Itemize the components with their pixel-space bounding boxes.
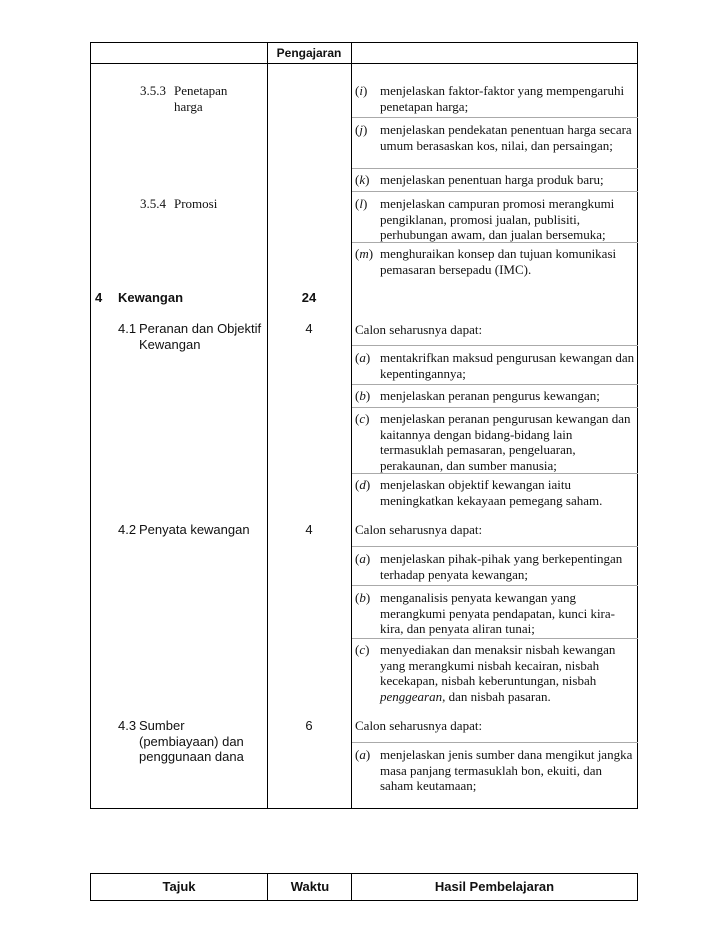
- row-divider: [352, 407, 638, 408]
- row-divider: [352, 117, 638, 118]
- row-divider: [352, 168, 638, 169]
- footer-hasil-pembelajaran: Hasil Pembelajaran: [434, 879, 555, 894]
- topic-number: 3.5.3: [140, 83, 166, 98]
- row-divider: [352, 638, 638, 639]
- topic-number: 4.3: [118, 718, 137, 733]
- row-divider: [352, 742, 638, 743]
- row-divider: [352, 242, 638, 243]
- footer-tajuk: Tajuk: [162, 879, 196, 894]
- row-divider: [352, 191, 638, 192]
- emphasis-term: penggearan: [380, 688, 443, 704]
- row-divider: [352, 384, 638, 385]
- row-divider: [352, 345, 638, 346]
- section-hours: 24: [301, 290, 317, 305]
- footer-waktu: Waktu: [290, 879, 330, 894]
- outcome-intro: Calon seharusnya dapat:: [355, 322, 483, 337]
- topic-hours: 6: [305, 718, 313, 733]
- topic-title: Sumber (pembiayaan) dan penggunaan dana: [139, 718, 244, 764]
- topic-hours: 4: [305, 522, 313, 537]
- outcome-intro: Calon seharusnya dapat:: [355, 522, 483, 537]
- row-divider: [352, 473, 638, 474]
- section-number: 4: [95, 290, 103, 305]
- section-title: Kewangan: [118, 290, 184, 305]
- column-divider: [267, 43, 268, 808]
- topic-title: Penyata kewangan: [139, 522, 250, 537]
- topic-number: 4.2: [118, 522, 137, 537]
- row-divider: [352, 546, 638, 547]
- topic-hours: 4: [305, 321, 313, 336]
- outcome-intro: Calon seharusnya dapat:: [355, 718, 483, 733]
- topic-title: Promosi: [174, 196, 218, 211]
- header-divider: [91, 63, 637, 64]
- topic-number: 3.5.4: [140, 196, 166, 211]
- topic-title: Peranan dan Objektif Kewangan: [139, 321, 262, 352]
- topic-number: 4.1: [118, 321, 137, 336]
- header-pengajaran: Pengajaran: [276, 46, 342, 60]
- column-divider: [351, 43, 352, 808]
- row-divider: [352, 585, 638, 586]
- topic-title: Penetapan harga: [174, 83, 228, 114]
